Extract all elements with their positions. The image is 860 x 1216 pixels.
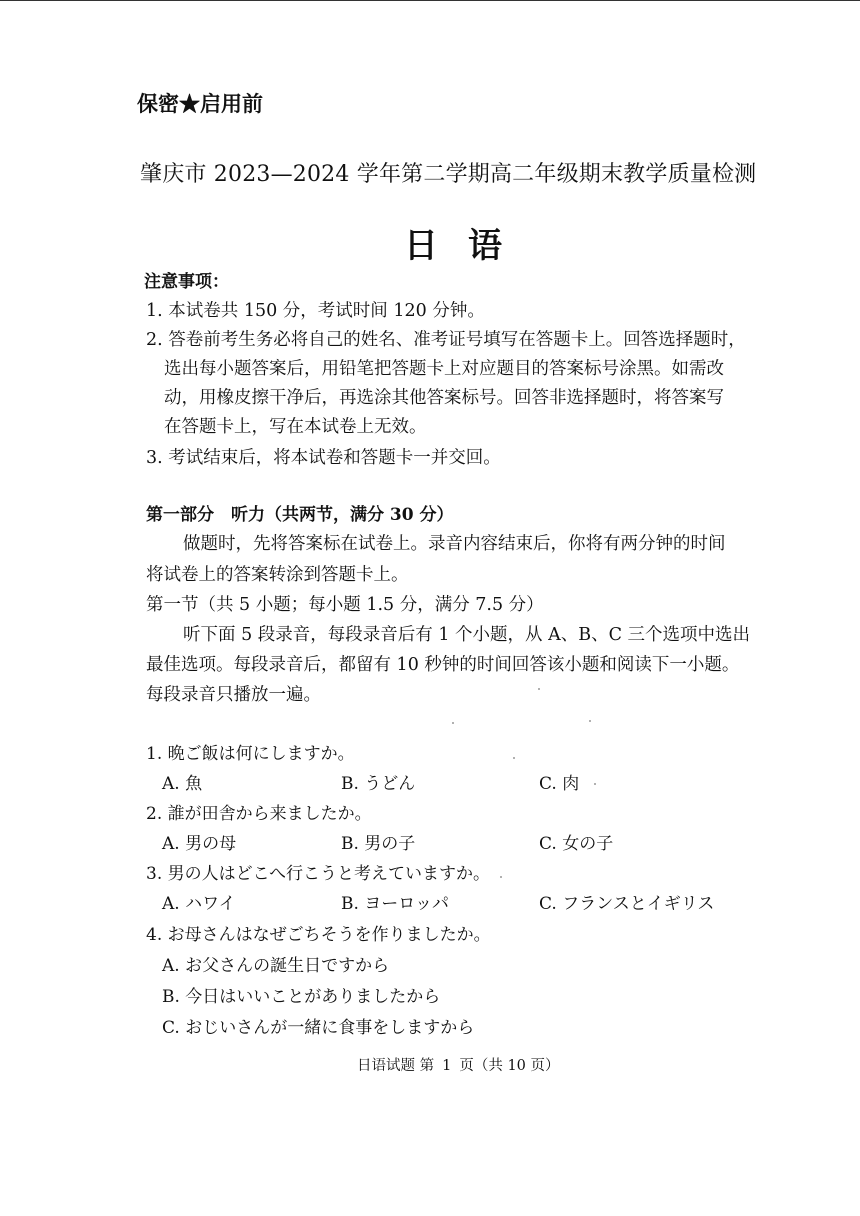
question-2-option-b: B. 男の子 bbox=[341, 834, 416, 854]
notes-item-2-line-4: 在答题卡上，写在本试卷上无效。 bbox=[164, 417, 427, 437]
section1-line-3: 每段录音只播放一遍。 bbox=[146, 685, 321, 705]
scan-speck bbox=[589, 720, 591, 722]
question-3: 3. 男の人はどこへ行こうと考えていますか。 bbox=[146, 864, 490, 884]
notes-item-1: 1. 本试卷共 150 分，考试时间 120 分钟。 bbox=[146, 301, 485, 321]
question-4-option-b: B. 今日はいいことがありましたから bbox=[162, 987, 441, 1007]
page-footer bbox=[357, 1054, 560, 1075]
exam-title: 肇庆市 2023—2024 学年第二学期高二年级期末教学质量检测 bbox=[140, 162, 757, 187]
question-2-option-a: A. 男の母 bbox=[162, 834, 237, 854]
question-3-option-c: C. フランスとイギリス bbox=[539, 894, 715, 914]
question-4-option-c: C. おじいさんが一緒に食事をしますから bbox=[162, 1018, 475, 1038]
notes-item-2-line-3: 动，用橡皮擦干净后，再选涂其他答案标号。回答非选择题时，将答案写 bbox=[164, 388, 724, 408]
question-1-option-b: B. うどん bbox=[341, 774, 416, 794]
section1-line-1: 听下面 5 段录音，每段录音后有 1 个小题，从 A、B、C 三个选项中选出 bbox=[183, 625, 751, 645]
question-3-option-b: B. ヨーロッパ bbox=[341, 894, 449, 914]
notes-item-3: 3. 考试结束后，将本试卷和答题卡一并交回。 bbox=[146, 448, 501, 468]
question-4: 4. お母さんはなぜごちそうを作りましたか。 bbox=[146, 925, 491, 945]
notes-item-2-line-2: 选出每小题答案后，用铅笔把答题卡上对应题目的答案标号涂黑。如需改 bbox=[164, 359, 724, 379]
question-2-option-c: C. 女の子 bbox=[539, 834, 614, 854]
question-1: 1. 晩ご飯は何にしますか。 bbox=[146, 744, 355, 764]
footer-suffix: 页（共 10 页） bbox=[459, 1058, 560, 1074]
notes-title: 注意事项： bbox=[144, 272, 229, 292]
footer-prefix: 日语试题 第 bbox=[357, 1058, 435, 1074]
part1-title: 第一部分 听力（共两节，满分 30 分） bbox=[146, 505, 454, 525]
question-1-option-a: A. 魚 bbox=[162, 774, 203, 794]
part1-intro-line-1: 做题时，先将答案标在试卷上。录音内容结束后，你将有两分钟的时间 bbox=[183, 534, 726, 554]
question-4-option-a: A. お父さんの誕生日ですから bbox=[162, 956, 390, 976]
section1-line-2: 最佳选项。每段录音后，都留有 10 秒钟的时间回答该小题和阅读下一小题。 bbox=[146, 655, 740, 675]
scan-speck bbox=[452, 722, 454, 724]
footer-page-number: 1 bbox=[442, 1058, 452, 1074]
question-3-option-a: A. ハワイ bbox=[162, 894, 236, 914]
subject-title: 日语 bbox=[404, 226, 532, 266]
scan-speck bbox=[538, 688, 540, 690]
scan-speck bbox=[594, 783, 596, 785]
question-1-option-c: C. 肉 bbox=[539, 774, 580, 794]
page-top-edge bbox=[0, 0, 860, 1]
scan-speck bbox=[513, 757, 515, 759]
notes-item-2-line-1: 2. 答卷前考生务必将自己的姓名、准考证号填写在答题卡上。回答选择题时， bbox=[146, 330, 746, 350]
question-2: 2. 誰が田舎から来ましたか。 bbox=[146, 804, 372, 824]
scan-speck bbox=[500, 876, 502, 878]
part1-intro-line-2: 将试卷上的答案转涂到答题卡上。 bbox=[146, 565, 409, 585]
section1-title: 第一节（共 5 小题；每小题 1.5 分，满分 7.5 分） bbox=[146, 595, 544, 615]
confidential-label: 保密★启用前 bbox=[137, 91, 263, 116]
